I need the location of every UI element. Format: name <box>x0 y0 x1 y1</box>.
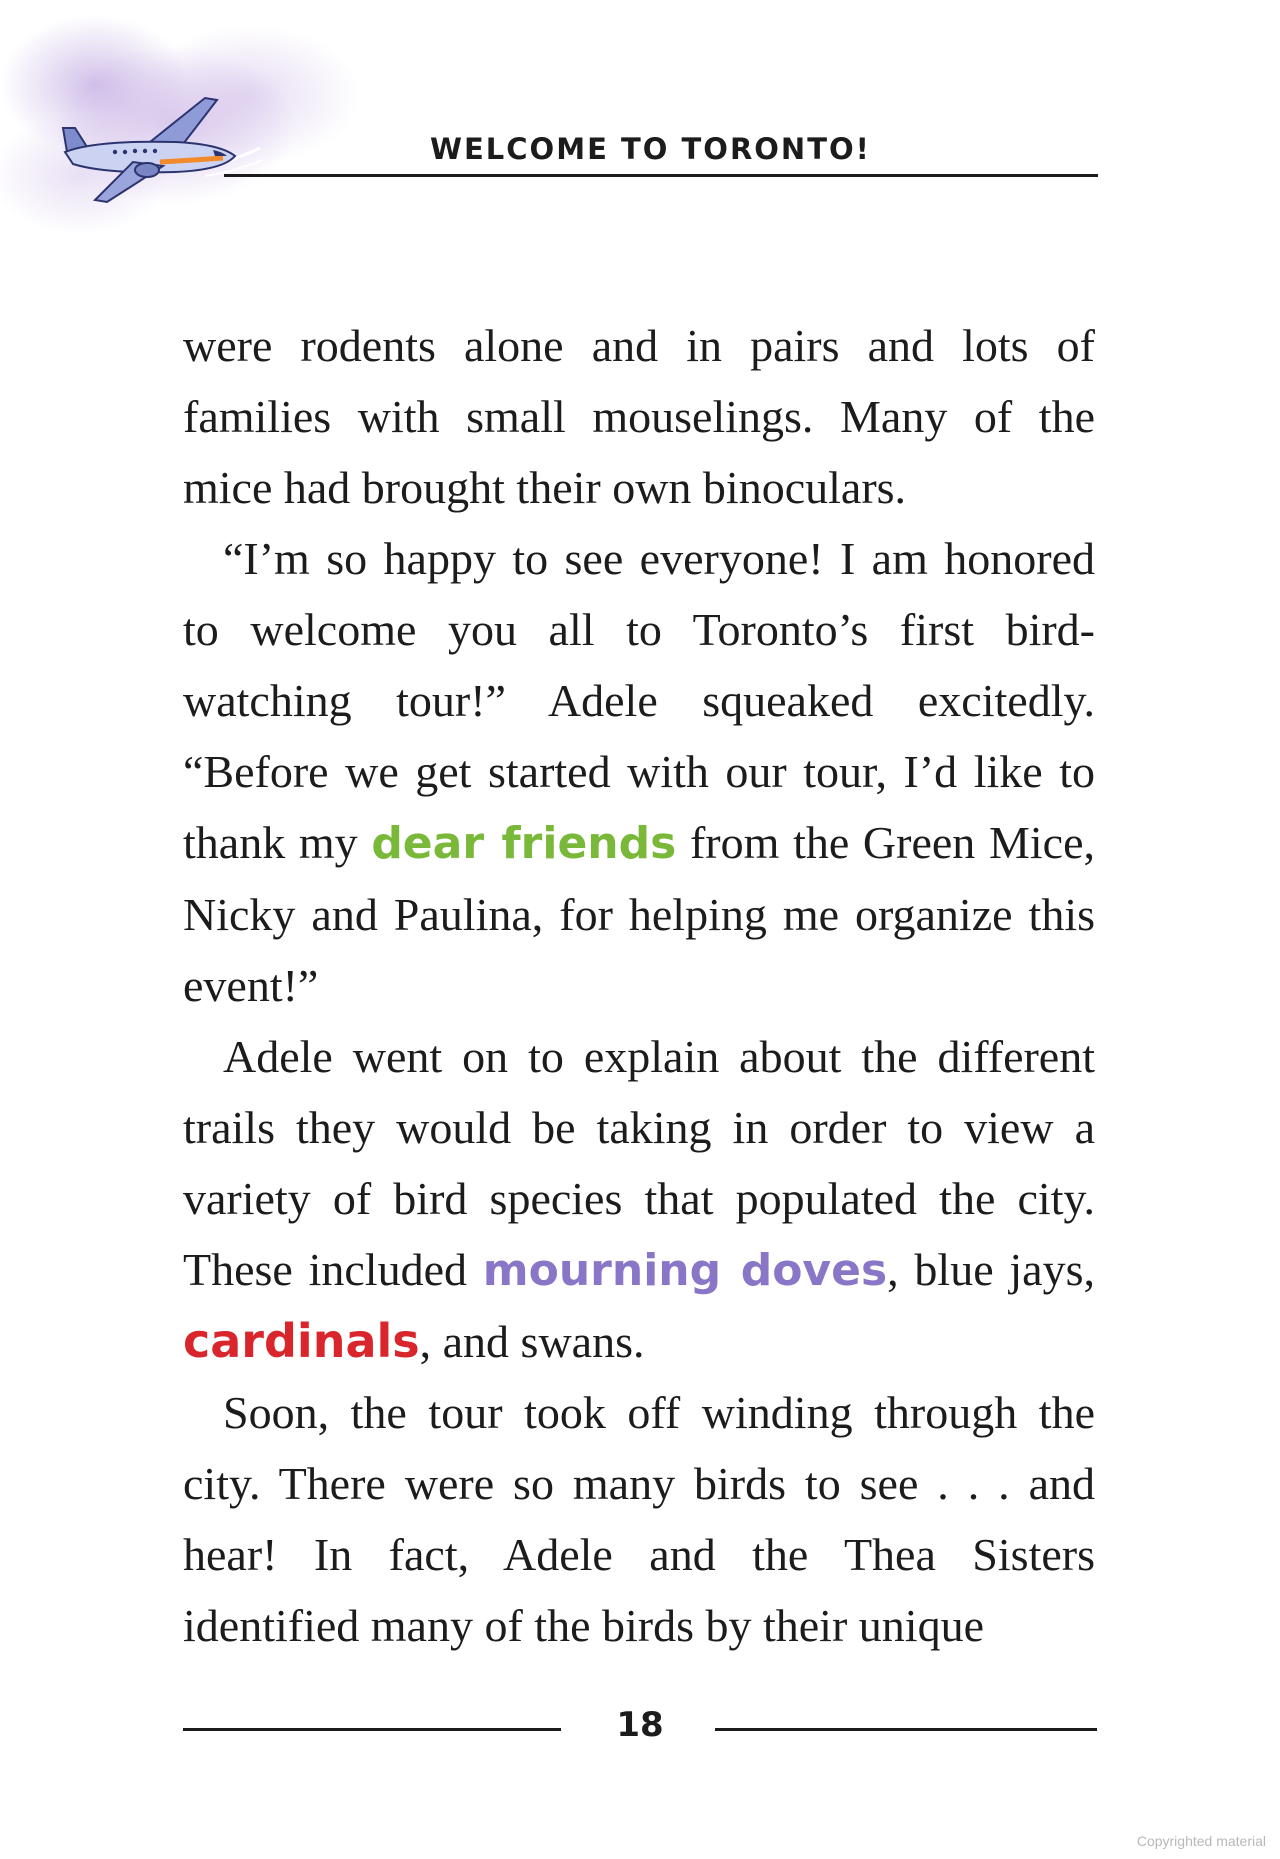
footer-rule-left <box>183 1728 561 1731</box>
footer-rule-right <box>715 1728 1097 1731</box>
header-rule <box>224 174 1098 177</box>
paragraph-1-text: were rodents alone and in pairs and lots of families with small mouselings. Many of the mice had brought their own binoculars. <box>183 320 1095 513</box>
paragraph-3-text: Adele went on to explain about the different trails they would be taking in order to view a variety of bird species that populated the city. These included <box>183 1031 1095 1295</box>
paragraph-2-text: “I’m so happy to see everyone! I am honored to welcome you all to Toronto’s first bird-watching tour!” Adele squeaked excitedly. “Before we get started with our tour, I’d like to thank my <box>183 533 1095 868</box>
paragraph-4-text: Soon, the tour took off winding through the city. There were so many birds to see . . . and hear! In fact, Adele and the Thea Sisters identified many of the birds by their unique <box>183 1387 1095 1651</box>
paragraph-3 <box>183 1021 1095 1377</box>
paragraph-2-end: from the Green Mice, Nicky and Paulina, for helping me organize this event!” <box>183 817 1095 1011</box>
copyright-notice: Copyrighted material <box>1136 1833 1266 1849</box>
highlight-cardinals: cardinals <box>183 1314 420 1368</box>
running-header-title: WELCOME TO TORONTO! <box>430 132 871 166</box>
paragraph-3-mid: , blue jays, <box>887 1244 1095 1295</box>
paragraph-3-end: , and swans. <box>419 1316 645 1367</box>
highlight-dear-friends: dear friends <box>371 818 677 869</box>
page-number: 18 <box>616 1705 664 1745</box>
page-body <box>183 310 1095 1661</box>
paragraph-2 <box>183 523 1095 1021</box>
paragraph-4 <box>183 1377 1095 1661</box>
airplane-icon <box>55 90 265 210</box>
paragraph-1 <box>183 310 1095 523</box>
highlight-mourning-doves: mourning doves <box>482 1245 888 1296</box>
